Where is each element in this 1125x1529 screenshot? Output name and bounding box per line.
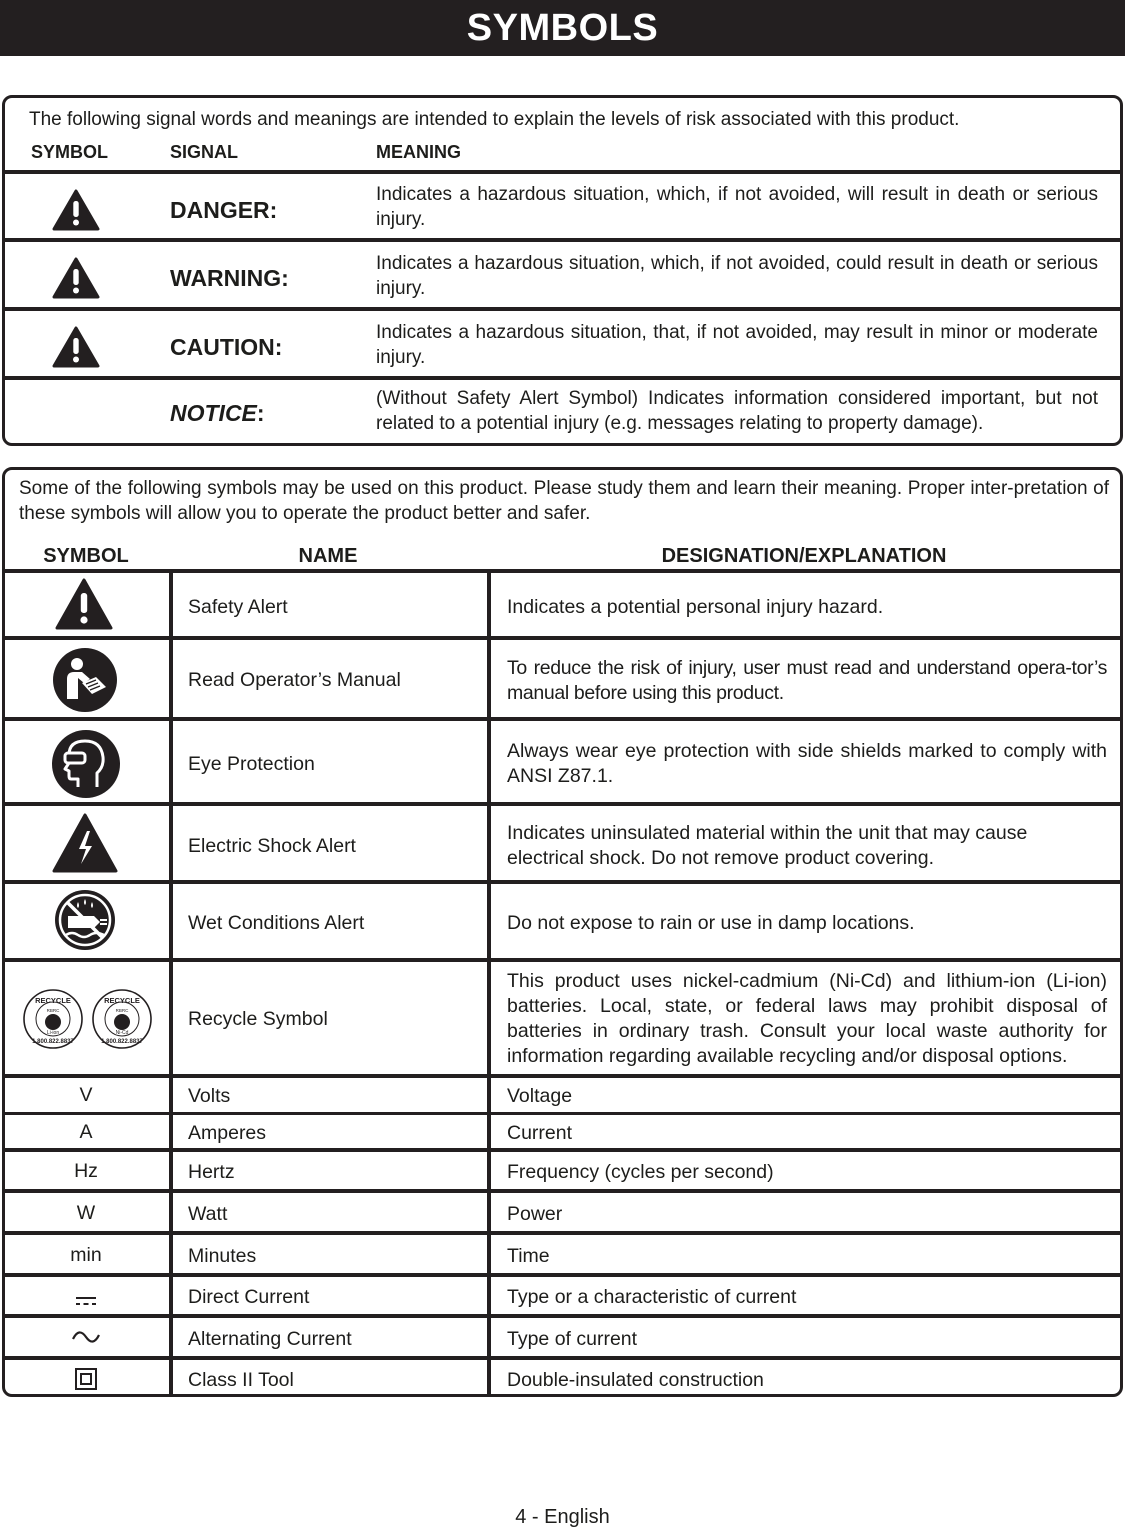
name-electric-shock: Electric Shock Alert bbox=[188, 835, 356, 857]
symbols-table bbox=[2, 467, 1123, 1397]
recycle-seal-icon bbox=[91, 988, 153, 1055]
symbol-minutes: min bbox=[70, 1244, 102, 1266]
symbol-watt: W bbox=[76, 1202, 96, 1224]
designation-read-manual: To reduce the risk of injury, user must read and understand opera-tor’s manual before using this product. bbox=[507, 657, 1107, 704]
recycle-seal-icon bbox=[22, 988, 84, 1055]
safety-alert-icon bbox=[55, 578, 113, 635]
designation-direct-current: Type or a characteristic of current bbox=[507, 1286, 797, 1308]
header-designation: DESIGNATION/EXPLANATION bbox=[661, 545, 947, 567]
name-class-ii: Class II Tool bbox=[188, 1369, 294, 1391]
header-name: NAME bbox=[298, 545, 358, 567]
symbol-hertz: Hz bbox=[74, 1160, 98, 1182]
meaning-caution: Indicates a hazardous situation, that, if not avoided, may result in minor or moderate injury. bbox=[376, 322, 1098, 368]
recycle-seal-phone: 1.800.822.8837 bbox=[32, 1039, 74, 1045]
class-ii-icon bbox=[75, 1368, 97, 1395]
safety-alert-icon bbox=[52, 326, 100, 373]
signal-caution: CAUTION: bbox=[170, 334, 283, 360]
signal-notice-colon: : bbox=[256, 400, 265, 426]
designation-recycle: This product uses nickel-cadmium (Ni-Cd) and lithium-ion (Li-ion) batteries. Local, state, or federal laws may prohibit disposal of batteries in ordinary trash. Consult your local waste authority for information regarding available recycling and/or disposal options. bbox=[507, 970, 1107, 1067]
header-signal: SIGNAL bbox=[170, 142, 239, 162]
meaning-notice: (Without Safety Alert Symbol) Indicates information considered important, but not related to a potential injury (e.g. messages relating to property damage). bbox=[376, 388, 1098, 434]
safety-alert-icon bbox=[52, 257, 100, 304]
designation-alternating-current: Type of current bbox=[507, 1328, 638, 1350]
recycle-seal-mid: RBRC bbox=[115, 1008, 129, 1013]
signal-words-table bbox=[2, 95, 1123, 446]
electric-shock-icon bbox=[52, 813, 118, 878]
name-eye-protection: Eye Protection bbox=[188, 753, 315, 775]
read-manual-icon bbox=[52, 647, 118, 718]
name-direct-current: Direct Current bbox=[188, 1286, 310, 1308]
header-symbol: SYMBOL bbox=[43, 545, 129, 567]
page-title: SYMBOLS bbox=[0, 0, 1125, 56]
recycle-seal-phone: 1.800.822.8837 bbox=[101, 1039, 143, 1045]
designation-amperes: Current bbox=[507, 1122, 573, 1144]
recycle-seal-chem: Ni-Cd bbox=[115, 1030, 129, 1036]
name-read-manual: Read Operator’s Manual bbox=[188, 669, 401, 691]
symbols-intro: Some of the following symbols may be used on this product. Please study them and learn their meaning. Proper inter-pretation of these symbols will allow you to operate the product better and safer. bbox=[19, 478, 1109, 524]
designation-electric-shock: Indicates uninsulated material within the unit that may cause electrical shock. Do not remove product covering. bbox=[507, 822, 1028, 869]
name-hertz: Hertz bbox=[188, 1161, 235, 1183]
name-safety-alert: Safety Alert bbox=[188, 596, 288, 618]
header-meaning: MEANING bbox=[376, 142, 461, 162]
symbol-amperes: A bbox=[79, 1121, 93, 1143]
direct-current-icon bbox=[75, 1293, 97, 1311]
designation-eye-protection: Always wear eye protection with side shields marked to comply with ANSI Z87.1. bbox=[507, 740, 1107, 787]
name-alternating-current: Alternating Current bbox=[188, 1328, 352, 1350]
page-footer: 4 - English bbox=[515, 1506, 610, 1528]
symbol-volts: V bbox=[79, 1084, 93, 1106]
recycle-seal-mid: RBRC bbox=[46, 1008, 60, 1013]
name-volts: Volts bbox=[188, 1085, 231, 1107]
wet-conditions-icon bbox=[54, 889, 116, 956]
name-watt: Watt bbox=[188, 1203, 228, 1225]
name-recycle: Recycle Symbol bbox=[188, 1008, 328, 1030]
designation-safety-alert: Indicates a potential personal injury hazard. bbox=[507, 596, 884, 618]
name-minutes: Minutes bbox=[188, 1245, 257, 1267]
meaning-warning: Indicates a hazardous situation, which, if not avoided, could result in death or serious injury. bbox=[376, 253, 1098, 299]
designation-class-ii: Double-insulated construction bbox=[507, 1369, 764, 1391]
designation-volts: Voltage bbox=[507, 1085, 573, 1107]
recycle-seal-chem: Li-ion bbox=[46, 1030, 60, 1036]
name-amperes: Amperes bbox=[188, 1122, 267, 1144]
recycle-seal-top: RECYCLE bbox=[35, 996, 71, 1005]
designation-wet-conditions: Do not expose to rain or use in damp locations. bbox=[507, 912, 915, 934]
signal-danger: DANGER: bbox=[170, 197, 278, 223]
eye-protection-icon bbox=[51, 729, 121, 804]
designation-minutes: Time bbox=[507, 1245, 550, 1267]
recycle-seal-top: RECYCLE bbox=[104, 996, 140, 1005]
signal-notice bbox=[170, 400, 265, 427]
signal-warning: WARNING: bbox=[170, 265, 289, 291]
name-wet-conditions: Wet Conditions Alert bbox=[188, 912, 365, 934]
safety-alert-icon bbox=[52, 189, 100, 236]
alternating-current-icon bbox=[71, 1329, 101, 1350]
header-symbol: SYMBOL bbox=[31, 142, 109, 162]
signal-intro: The following signal words and meanings are intended to explain the levels of risk associated with this product. bbox=[29, 109, 960, 130]
designation-hertz: Frequency (cycles per second) bbox=[507, 1161, 774, 1183]
meaning-danger: Indicates a hazardous situation, which, if not avoided, will result in death or serious injury. bbox=[376, 184, 1098, 230]
designation-watt: Power bbox=[507, 1203, 563, 1225]
signal-notice-word: NOTICE bbox=[170, 400, 257, 426]
